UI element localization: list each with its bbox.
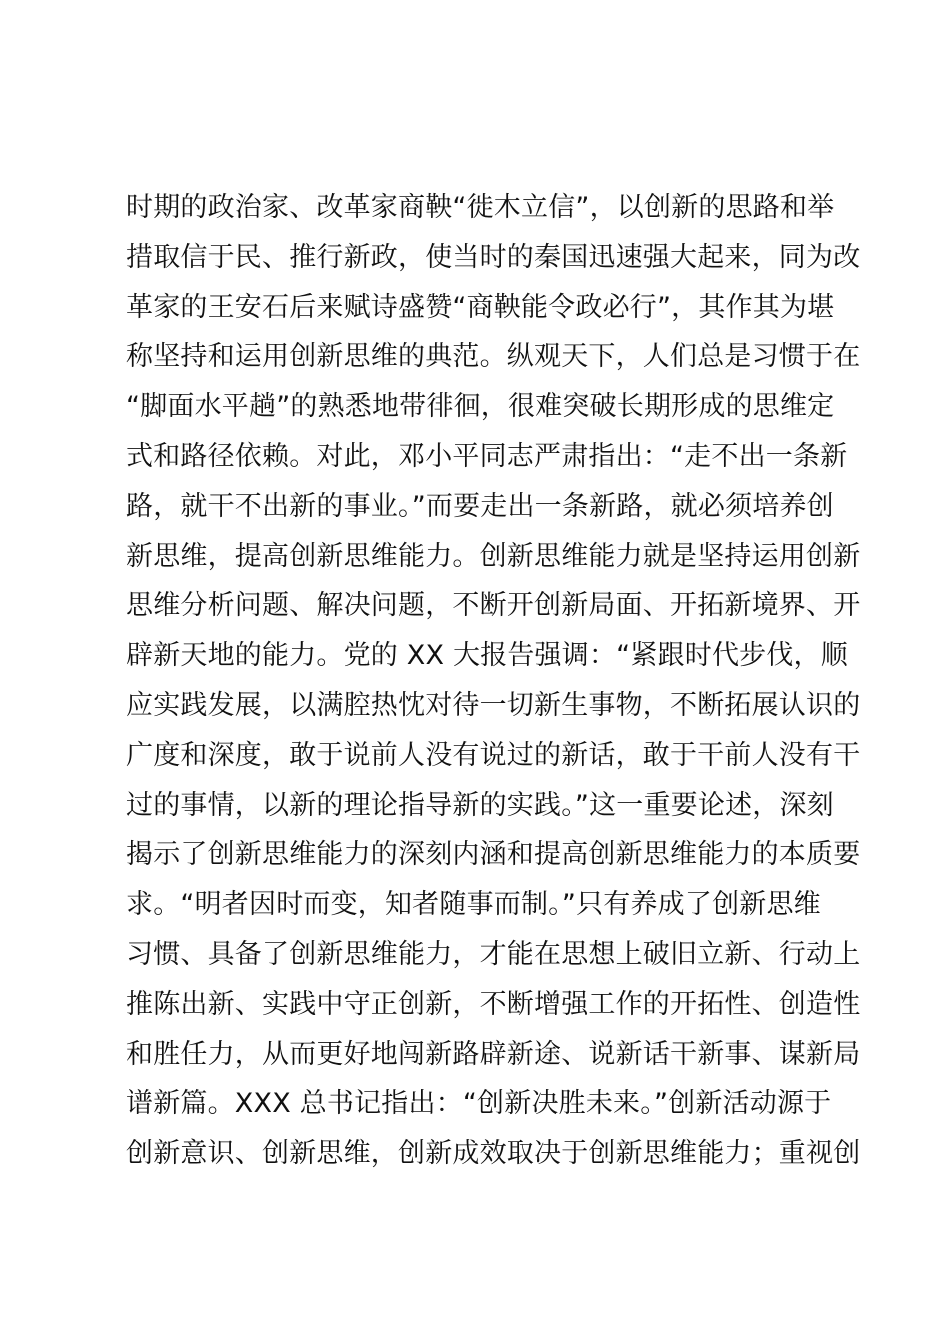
text-line: 革家的王安石后来赋诗盛赞“商鞅能令政必行”，其作其为堪	[126, 291, 835, 323]
body-text	[126, 183, 861, 1179]
text-line: 创新意识、创新思维，创新成效取决于创新思维能力；重视创	[126, 1138, 861, 1170]
text-line: 谱新篇。XXX 总书记指出：“创新决胜未来。”创新活动源于	[126, 1088, 832, 1120]
text-line: 应实践发展，以满腔热忱对待一切新生事物，不断拓展认识的	[126, 689, 861, 721]
text-line: 称坚持和运用创新思维的典范。纵观天下，人们总是习惯于在	[126, 341, 861, 373]
text-line: 求。“明者因时而变，知者随事而制。”只有养成了创新思维	[126, 889, 821, 921]
text-line: 过的事情，以新的理论指导新的实践。”这一重要论述，深刻	[126, 789, 834, 821]
text-line: “脚面水平趟”的熟悉地带徘徊，很难突破长期形成的思维定	[126, 391, 835, 423]
text-line: 和胜任力，从而更好地闯新路辟新途、说新话干新事、谋新局	[126, 1038, 861, 1070]
text-line: 习惯、具备了创新思维能力，才能在思想上破旧立新、行动上	[126, 938, 861, 970]
text-line: 揭示了创新思维能力的深刻内涵和提高创新思维能力的本质要	[126, 839, 861, 871]
text-line: 路，就干不出新的事业。”而要走出一条新路，就必须培养创	[126, 490, 834, 522]
text-line: 推陈出新、实践中守正创新，不断增强工作的开拓性、创造性	[126, 988, 861, 1020]
text-line: 措取信于民、推行新政，使当时的秦国迅速强大起来，同为改	[126, 241, 861, 273]
text-line: 时期的政治家、改革家商鞅“徙木立信”，以创新的思路和举	[126, 192, 835, 223]
text-line: 辟新天地的能力。党的 XX 大报告强调：“紧跟时代步伐，顺	[126, 640, 848, 672]
text-line: 式和路径依赖。对此，邓小平同志严肃指出：“走不出一条新	[126, 440, 848, 472]
text-line: 思维分析问题、解决问题，不断开创新局面、开拓新境界、开	[126, 590, 861, 622]
text-line: 广度和深度，敢于说前人没有说过的新话，敢于干前人没有干	[126, 739, 861, 771]
text-line: 新思维，提高创新思维能力。创新思维能力就是坚持运用创新	[126, 540, 861, 572]
